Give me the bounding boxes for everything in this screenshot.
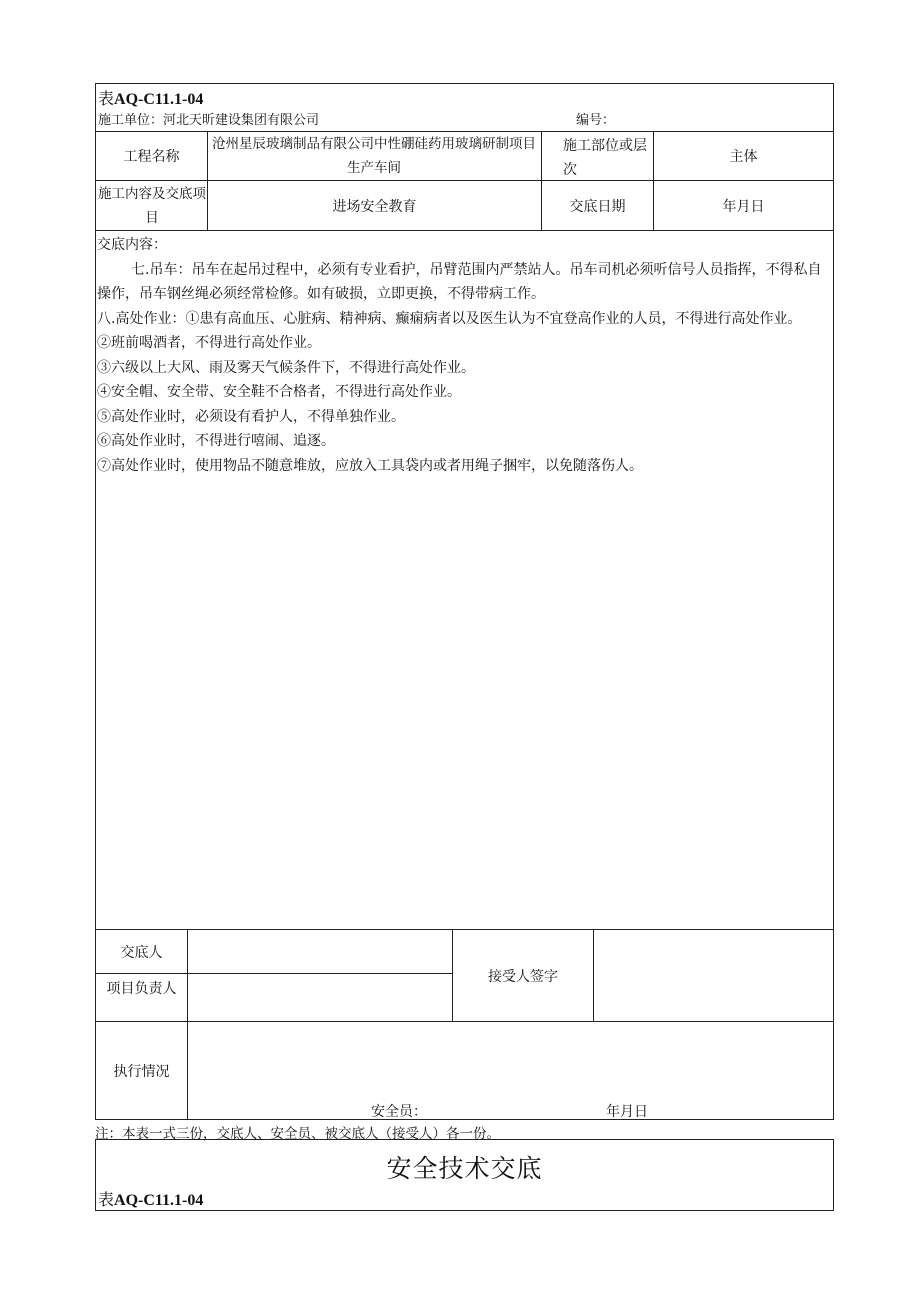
second-form-code: AQ-C11.1-04 xyxy=(114,1192,204,1209)
content-item-6: ⑥高处作业时，不得进行嘻闹、追逐。 xyxy=(97,433,335,449)
date-label: 交底日期 xyxy=(569,198,626,215)
vline-sign-a xyxy=(187,929,188,1120)
form-number xyxy=(98,86,203,109)
content-paragraph-8: 八.高处作业：①患有高血压、心脏病、精神病、癫痫病者以及医生认为不宜登高作业的人员，不得进行高处作业。 xyxy=(97,310,802,327)
receiver-label: 接受人签字 xyxy=(488,968,558,985)
content-item-5: ⑤高处作业时，必须设有看护人，不得单独作业。 xyxy=(97,408,405,425)
second-form-prefix: 表 xyxy=(98,1192,115,1209)
unit-label: 施工单位： xyxy=(98,113,164,128)
vline-sign-c xyxy=(593,929,594,1021)
discloser-signature-field[interactable] xyxy=(189,931,451,972)
content-item-4: ④安全帽、安全带、安全鞋不合格者，不得进行高处作业。 xyxy=(97,384,461,400)
safety-officer-label: 安全员： xyxy=(371,1104,427,1120)
project-leader-label: 项目负责人 xyxy=(106,981,177,997)
date-value: 年月日 xyxy=(722,198,765,215)
discloser-label: 交底人 xyxy=(120,944,163,961)
content-heading: 交底内容： xyxy=(97,237,167,253)
form-prefix: 表 xyxy=(98,91,115,108)
second-form-title: 安全技术交底 xyxy=(386,1154,543,1183)
project-name-label: 工程名称 xyxy=(123,148,180,165)
content-item-2: ②班前喝酒者，不得进行高处作业。 xyxy=(97,335,321,351)
rule-exec-top xyxy=(95,1021,834,1022)
form-code: AQ-C11.1-04 xyxy=(114,91,204,108)
content-value: 进场安全教育 xyxy=(332,198,417,215)
rule-row2 xyxy=(95,230,834,231)
content-label: 施工内容及交底项目 xyxy=(98,185,206,226)
execution-label: 执行情况 xyxy=(113,1064,170,1080)
content-item-7: ⑦高处作业时，使用物品不随意堆放，应放入工具袋内或者用绳子捆牢，以免随落伤人。 xyxy=(97,457,643,474)
project-name-value: 沧州星辰玻璃制品有限公司中性硼硅药用玻璃研制项目生产车间 xyxy=(212,135,536,176)
execution-date-label: 年月日 xyxy=(606,1104,648,1120)
unit-value: 河北天昕建设集团有限公司 xyxy=(163,113,320,128)
content-paragraph-7: 七.吊车：吊车在起吊过程中，必须有专业看护，吊臂范围内严禁站人。吊车司机必须听信号人员指挥，不得私自操作，吊车钢丝绳必须经常检修。如有破损，立即更换，不得带病工作。 xyxy=(97,261,822,302)
form-note: 注：本表一式三份，交底人、安全员、被交底人（接受人）各一份。 xyxy=(95,1126,500,1142)
location-label: 施工部位或层次 xyxy=(563,138,647,178)
disclosure-content xyxy=(97,233,831,478)
location-value: 主体 xyxy=(729,148,758,165)
receiver-signature-field[interactable] xyxy=(595,931,832,1020)
number-label: 编号： xyxy=(576,113,616,128)
second-form-number xyxy=(98,1187,203,1210)
content-item-3: ③六级以上大风、雨及雾天气候条件下，不得进行高处作业。 xyxy=(97,359,475,376)
unit-line xyxy=(98,109,319,128)
project-leader-signature-field[interactable] xyxy=(189,975,451,1020)
